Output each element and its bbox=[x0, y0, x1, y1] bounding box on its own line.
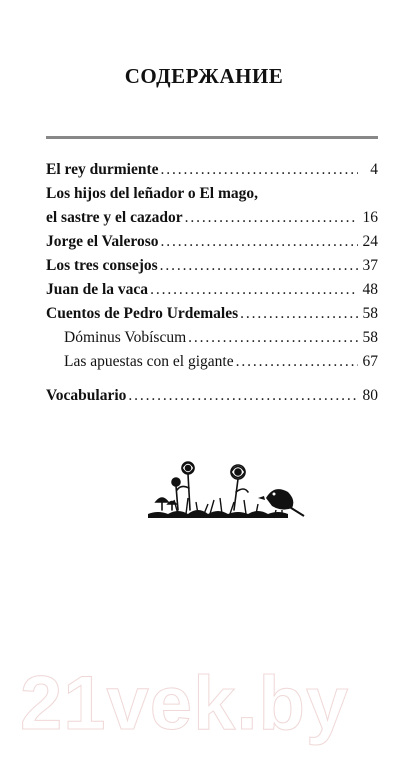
toc-subentry-las-apuestas[interactable] bbox=[46, 350, 378, 374]
flowers-grass-bird-drawing-icon bbox=[138, 458, 308, 528]
toc-entry-page: 80 bbox=[362, 387, 378, 404]
toc-leader-dots bbox=[188, 326, 358, 350]
toc-entry-juan-de-la-vaca[interactable] bbox=[46, 278, 378, 302]
toc-leader-dots bbox=[185, 206, 358, 230]
toc-entry-los-tres-consejos[interactable] bbox=[46, 254, 378, 278]
toc-entry-title: Vocabulario bbox=[46, 387, 127, 404]
title-rule bbox=[46, 136, 378, 139]
table-of-contents bbox=[46, 158, 378, 408]
toc-entry-vocabulario[interactable] bbox=[46, 384, 378, 408]
toc-entry-title: Cuentos de Pedro Urdemales bbox=[46, 305, 239, 322]
watermark-logo: 21vek.by bbox=[20, 661, 350, 746]
toc-entry-title: Los hijos del leñador o El mago, bbox=[46, 185, 259, 202]
toc-entry-title: el sastre y el cazador bbox=[46, 209, 183, 226]
toc-leader-dots bbox=[236, 350, 358, 374]
toc-entry-el-rey-durmiente[interactable] bbox=[46, 158, 378, 182]
toc-leader-dots bbox=[128, 384, 358, 408]
toc-subentry-dominus-vobiscum[interactable] bbox=[46, 326, 378, 350]
toc-leader-dots bbox=[150, 278, 358, 302]
toc-entry-los-hijos-line1[interactable] bbox=[46, 182, 378, 206]
page-title: СОДЕРЖАНИЕ bbox=[124, 64, 284, 88]
toc-entry-cuentos-de-pedro-urdemales[interactable] bbox=[46, 302, 378, 326]
toc-entry-jorge-el-valeroso[interactable] bbox=[46, 230, 378, 254]
toc-entry-page: 4 bbox=[370, 161, 378, 178]
toc-entry-title: Jorge el Valeroso bbox=[46, 233, 159, 250]
toc-leader-dots bbox=[160, 254, 358, 278]
toc-entry-los-hijos[interactable] bbox=[46, 206, 378, 230]
toc-leader-dots bbox=[240, 302, 358, 326]
toc-entry-page: 58 bbox=[362, 305, 378, 322]
toc-entry-page: 16 bbox=[362, 209, 378, 226]
toc-entry-title: Las apuestas con el gigante bbox=[64, 353, 234, 370]
toc-entry-page: 58 bbox=[362, 329, 378, 346]
toc-entry-page: 37 bbox=[362, 257, 378, 274]
toc-leader-dots bbox=[161, 230, 358, 254]
toc-leader-dots bbox=[161, 158, 358, 182]
toc-entry-title: Dóminus Vobíscum bbox=[64, 329, 187, 346]
toc-entry-page: 67 bbox=[362, 353, 378, 370]
toc-entry-page: 48 bbox=[362, 281, 378, 298]
toc-entry-page: 24 bbox=[362, 233, 378, 250]
toc-entry-title: Juan de la vaca bbox=[46, 281, 149, 298]
toc-entry-title: El rey durmiente bbox=[46, 161, 159, 178]
toc-entry-title: Los tres consejos bbox=[46, 257, 158, 274]
